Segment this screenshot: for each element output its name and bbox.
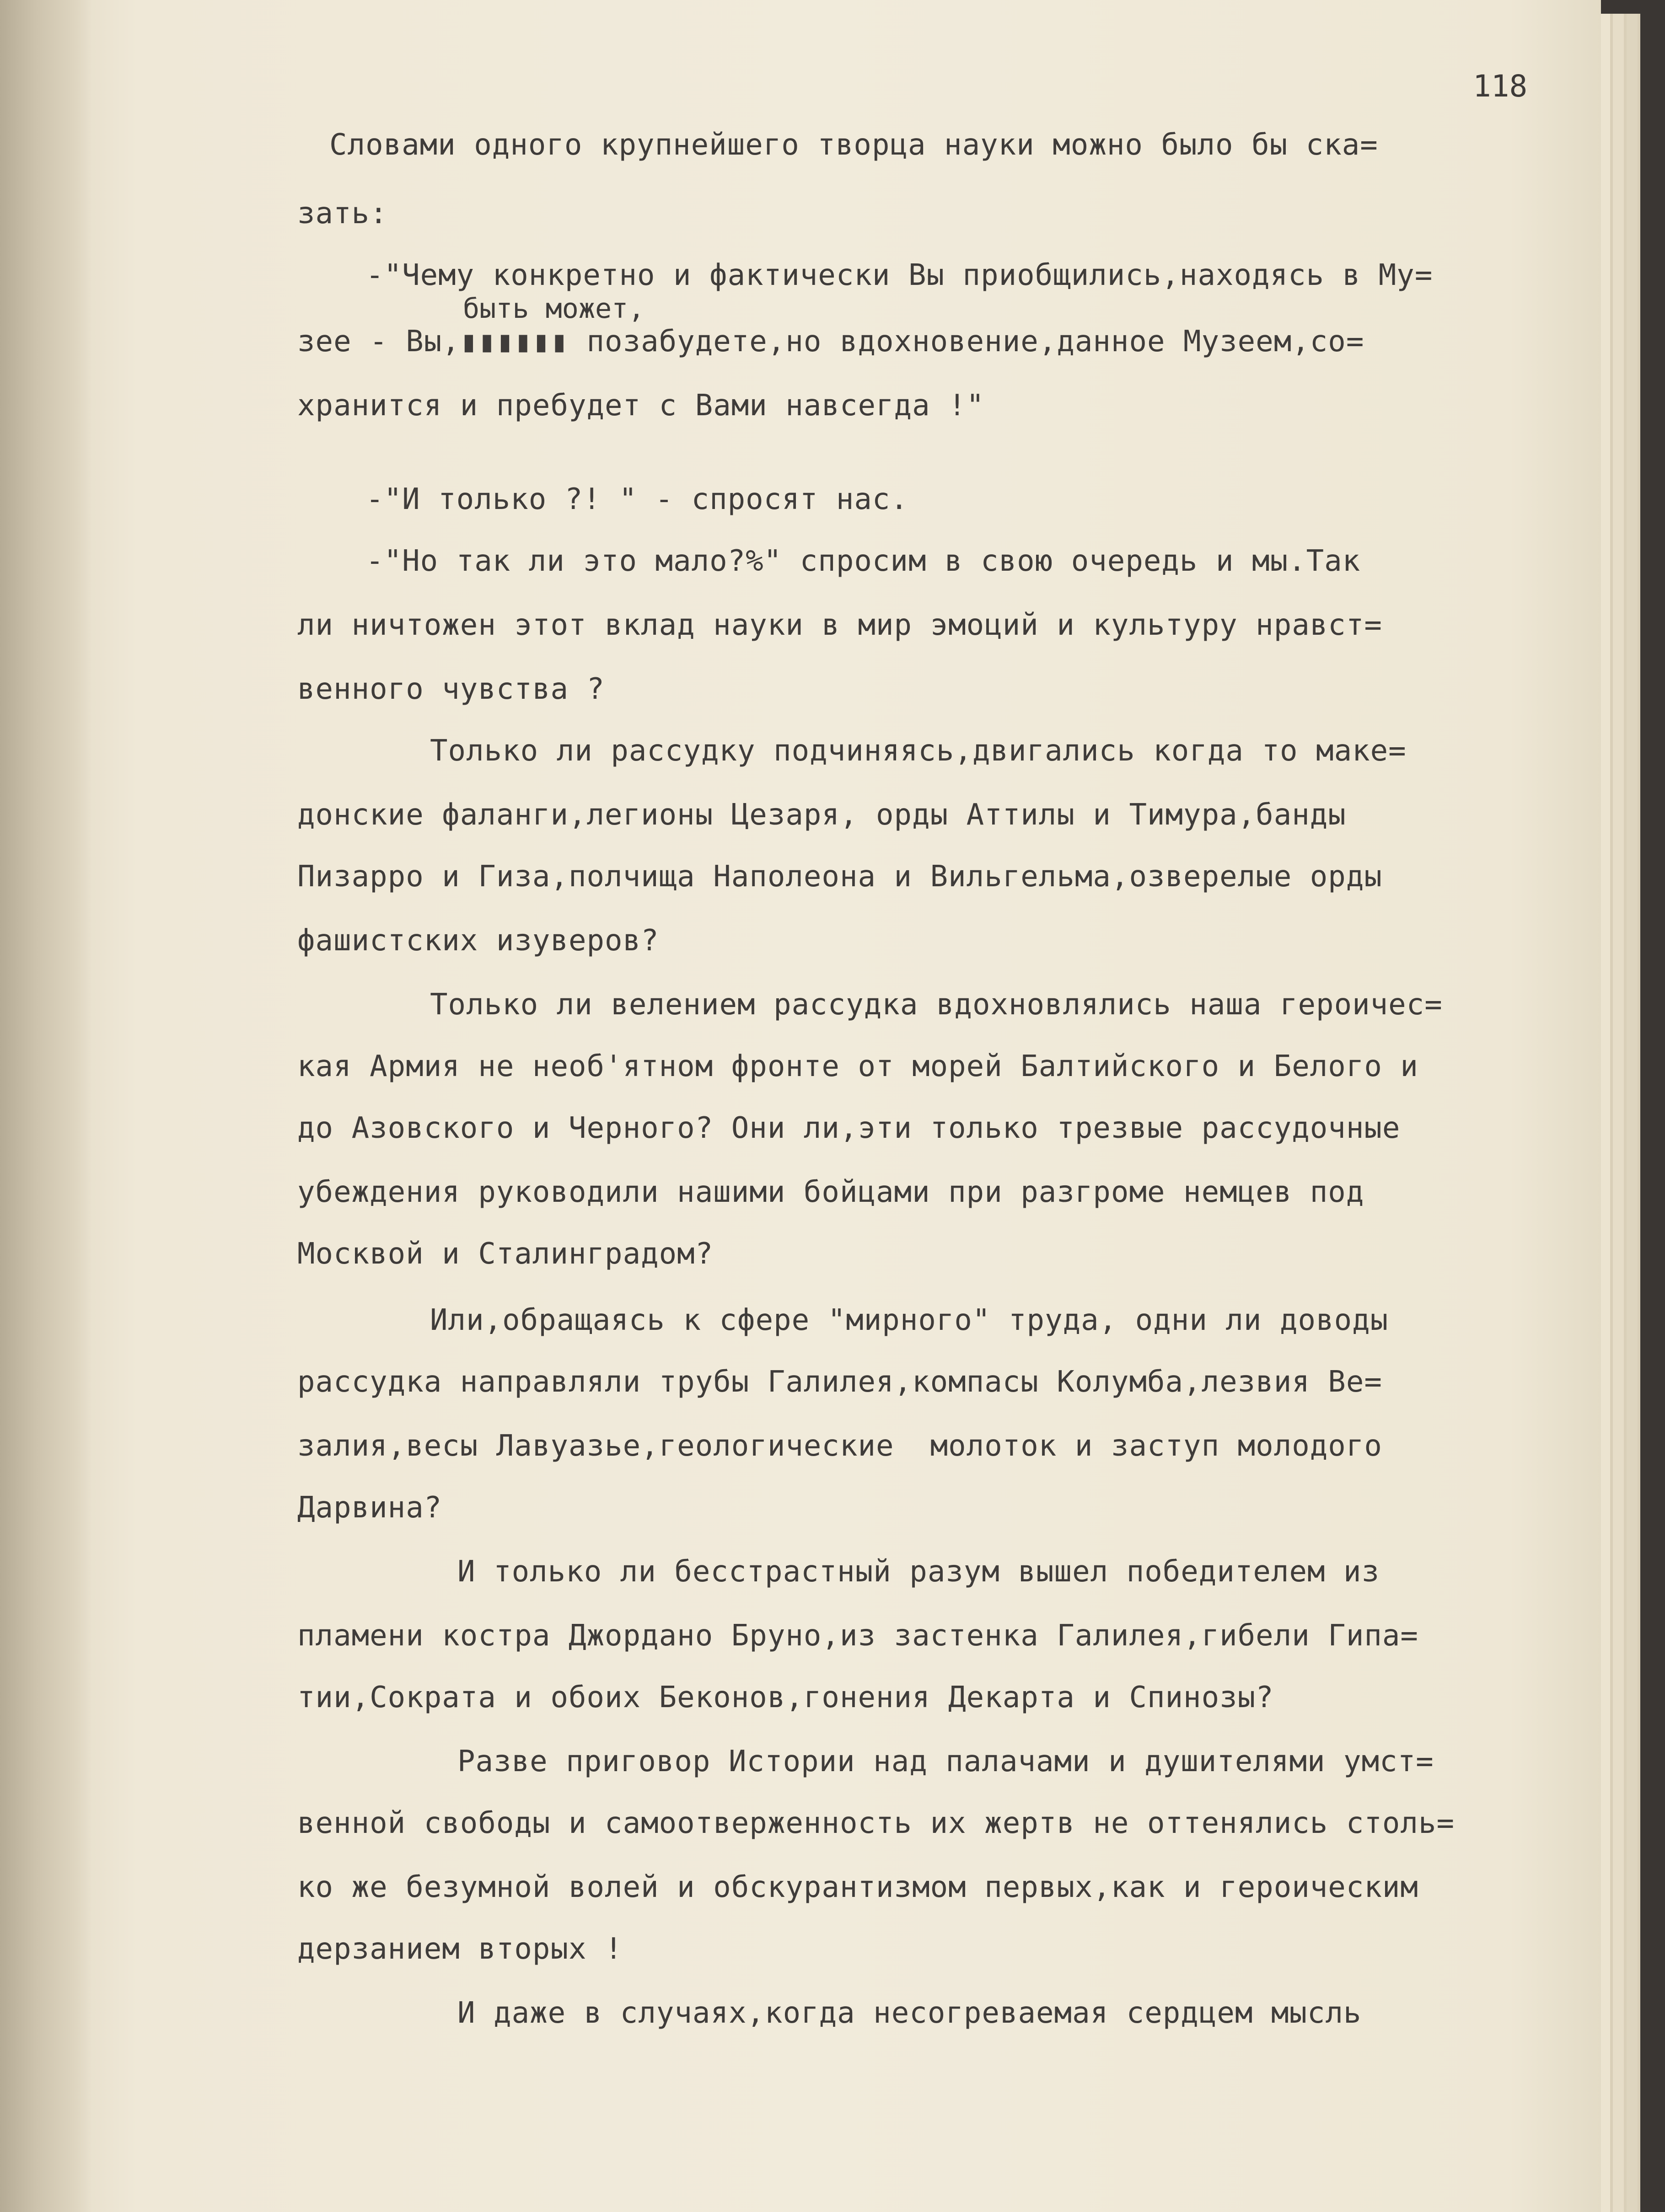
text-line: ко же безумной волей и обскурантизмом первых,как и героическим	[297, 1870, 1418, 1904]
text-line: венного чувства ?	[297, 672, 605, 706]
text-line: И только ли бесстрастный разум вышел победителем из	[457, 1555, 1380, 1589]
text-line: -"Но так ли это мало?%" спросим в свою очередь и мы.Так	[366, 544, 1361, 578]
text-line: пламени костра Джордано Бруно,из застенка Галилея,гибели Гипа=	[297, 1619, 1418, 1653]
text-line: до Азовского и Черного? Они ли,эти только трезвые рассудочные	[297, 1111, 1401, 1145]
text-line: залия,весы Лавуазье,геологические молоток и заступ молодого	[297, 1429, 1382, 1463]
text-line: Или,обращаясь к сфере "мирного" труда, одни ли доводы	[430, 1303, 1389, 1337]
page-number: 118	[1473, 69, 1528, 104]
text-line: кая Армия не необ'ятном фронте от морей Балтийского и Белого и	[297, 1050, 1418, 1083]
handwritten-correction: быть может,	[463, 293, 645, 325]
text-line: Словами одного крупнейшего творца науки можно было бы ска=	[329, 128, 1378, 162]
text-line: ли ничтожен этот вклад науки в мир эмоций и культуру нравст=	[297, 608, 1382, 642]
text-line: убеждения руководили нашими бойцами при разгроме немцев под	[297, 1175, 1364, 1209]
text-line: И даже в случаях,когда несогреваемая сердцем мысль	[457, 1996, 1362, 2030]
text-line: Пизарро и Гиза,полчища Наполеона и Вильгельма,озверелые орды	[297, 860, 1382, 894]
text-line: рассудка направляли трубы Галилея,компасы Колумба,лезвия Ве=	[297, 1365, 1382, 1399]
text-line: -"И только ?! " - спросят нас.	[366, 482, 908, 516]
text-line: тии,Сократа и обоих Беконов,гонения Декарта и Спинозы?	[297, 1681, 1274, 1714]
text-line: Дарвина?	[297, 1491, 442, 1525]
text-line: фашистских изуверов?	[297, 924, 659, 958]
text-line: дерзанием вторых !	[297, 1932, 623, 1966]
text-line: Разве приговор Истории над палачами и душителями умст=	[457, 1745, 1434, 1778]
text-line: хранится и пребудет с Вами навсегда !"	[297, 389, 985, 423]
text-line: зее - Вы,▮▮▮▮▮▮ позабудете,но вдохновение,данное Музеем,со=	[297, 325, 1364, 359]
text-line: венной свободы и самоотверженность их жертв не оттенялись столь=	[297, 1806, 1455, 1840]
binding-gutter	[0, 0, 91, 2212]
text-line: Москвой и Сталинградом?	[297, 1237, 714, 1271]
text-line: Только ли велением рассудка вдохновлялись наша героичес=	[430, 988, 1443, 1022]
text-line: Только ли рассудку подчиняясь,двигались когда то маке=	[430, 734, 1407, 768]
text-line: -"Чему конкретно и фактически Вы приобщились,находясь в Му=	[366, 258, 1433, 292]
text-line: зать:	[297, 197, 388, 230]
text-line: донские фаланги,легионы Цезаря, орды Аттилы и Тимура,банды	[297, 798, 1346, 832]
